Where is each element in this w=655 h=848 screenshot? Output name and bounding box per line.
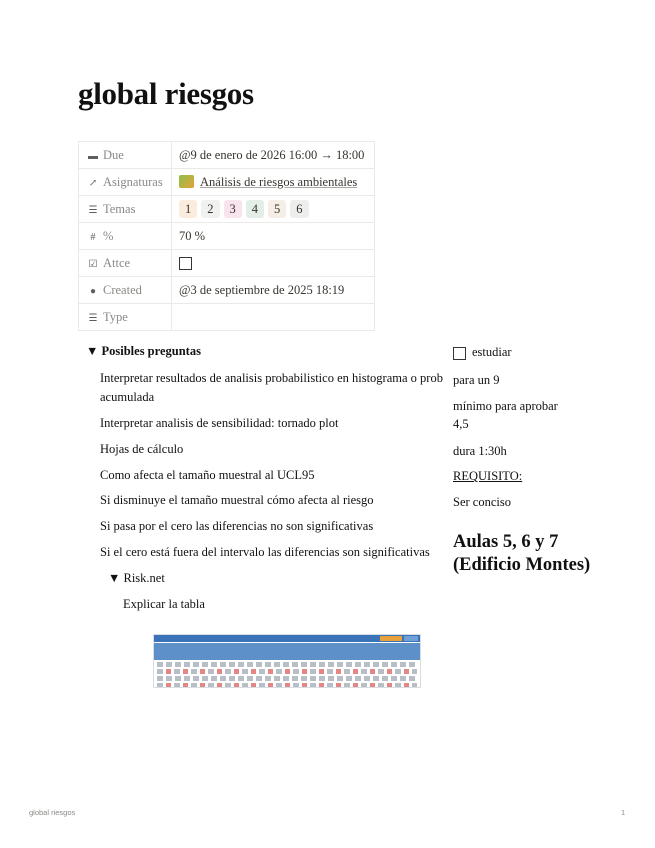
type-value[interactable] <box>172 304 375 331</box>
question-item: Interpretar resultados de analisis probabilistico en histograma o prob <box>100 371 443 385</box>
page-emoji-icon <box>179 175 194 188</box>
property-attce[interactable] <box>79 250 375 277</box>
attce-checkbox[interactable] <box>179 257 192 270</box>
todo-estudiar[interactable] <box>453 343 512 362</box>
percent-value[interactable]: 70 % <box>172 223 375 250</box>
question-item: Interpretar analisis de sensibilidad: tornado plot <box>100 416 339 430</box>
footer-title: global riesgos <box>29 808 76 817</box>
question-item: Si pasa por el cero las diferencias no son significativas <box>100 519 374 533</box>
question-item: Si disminuye el tamaño muestral cómo afecta al riesgo <box>100 493 374 507</box>
question-item: acumulada <box>100 390 155 404</box>
clock-icon: ● <box>89 285 97 297</box>
todo-checkbox[interactable] <box>453 347 466 360</box>
property-temas[interactable] <box>79 196 375 223</box>
temas-label: Temas <box>103 201 136 216</box>
tema-tag[interactable]: 6 <box>290 200 308 218</box>
asignaturas-label: Asignaturas <box>103 174 163 189</box>
properties-table <box>78 141 375 331</box>
right-text: Ser conciso <box>453 495 511 509</box>
right-text: REQUISITO: <box>453 469 523 483</box>
tema-tag[interactable]: 1 <box>179 200 197 218</box>
footer-page-number: 1 <box>621 808 626 817</box>
list-icon: ☰ <box>88 312 98 324</box>
created-value: @3 de septiembre de 2025 18:19 <box>172 277 375 304</box>
right-text: dura 1:30h <box>453 444 507 458</box>
toggle-posibles-preguntas[interactable] <box>86 344 201 359</box>
risk-table-screenshot <box>153 634 421 688</box>
toggle-risk-net[interactable] <box>108 571 165 586</box>
toggle-triangle-icon[interactable]: ▼ <box>108 571 124 585</box>
due-value[interactable]: @9 de enero de 2026 16:00 → 18:00 <box>172 142 375 169</box>
tema-tag[interactable]: 4 <box>246 200 264 218</box>
aulas-heading: Aulas 5, 6 y 7 (Edificio Montes) <box>453 532 591 575</box>
tema-tag[interactable]: 2 <box>201 200 219 218</box>
subtoggle-label: Risk.net <box>123 571 165 585</box>
percent-label: % <box>103 228 114 243</box>
tema-tag[interactable]: 5 <box>268 200 286 218</box>
calendar-icon: ▬ <box>88 150 98 162</box>
question-item: Hojas de cálculo <box>100 442 184 456</box>
toggle-triangle-icon[interactable]: ▼ <box>86 344 102 358</box>
asignatura-link[interactable]: Análisis de riesgos ambientales <box>200 174 358 189</box>
property-type[interactable] <box>79 304 375 331</box>
page-title: global riesgos <box>78 76 254 111</box>
property-percent[interactable] <box>79 223 375 250</box>
tema-tag[interactable]: 3 <box>224 200 242 218</box>
todo-label: estudiar <box>472 345 512 359</box>
created-label: Created <box>103 282 142 297</box>
property-due[interactable] <box>79 142 375 169</box>
type-label: Type <box>103 309 128 324</box>
subitem-text: Explicar la tabla <box>123 597 205 611</box>
right-text: 4,5 <box>453 417 469 431</box>
question-item: Si el cero está fuera del intervalo las diferencias son significativas <box>100 545 430 559</box>
toggle-label: Posibles preguntas <box>101 344 201 358</box>
due-label: Due <box>103 147 124 162</box>
number-icon: # <box>90 231 96 243</box>
relation-arrow-icon: ↗ <box>88 177 98 189</box>
list-icon: ☰ <box>88 204 98 216</box>
property-created[interactable] <box>79 277 375 304</box>
right-text: para un 9 <box>453 373 500 387</box>
checkbox-property-icon: ☑ <box>88 258 98 270</box>
right-text: mínimo para aprobar <box>453 399 558 413</box>
property-asignaturas[interactable] <box>79 169 375 196</box>
question-item: Como afecta el tamaño muestral al UCL95 <box>100 468 315 482</box>
attce-label: Attce <box>103 255 131 270</box>
